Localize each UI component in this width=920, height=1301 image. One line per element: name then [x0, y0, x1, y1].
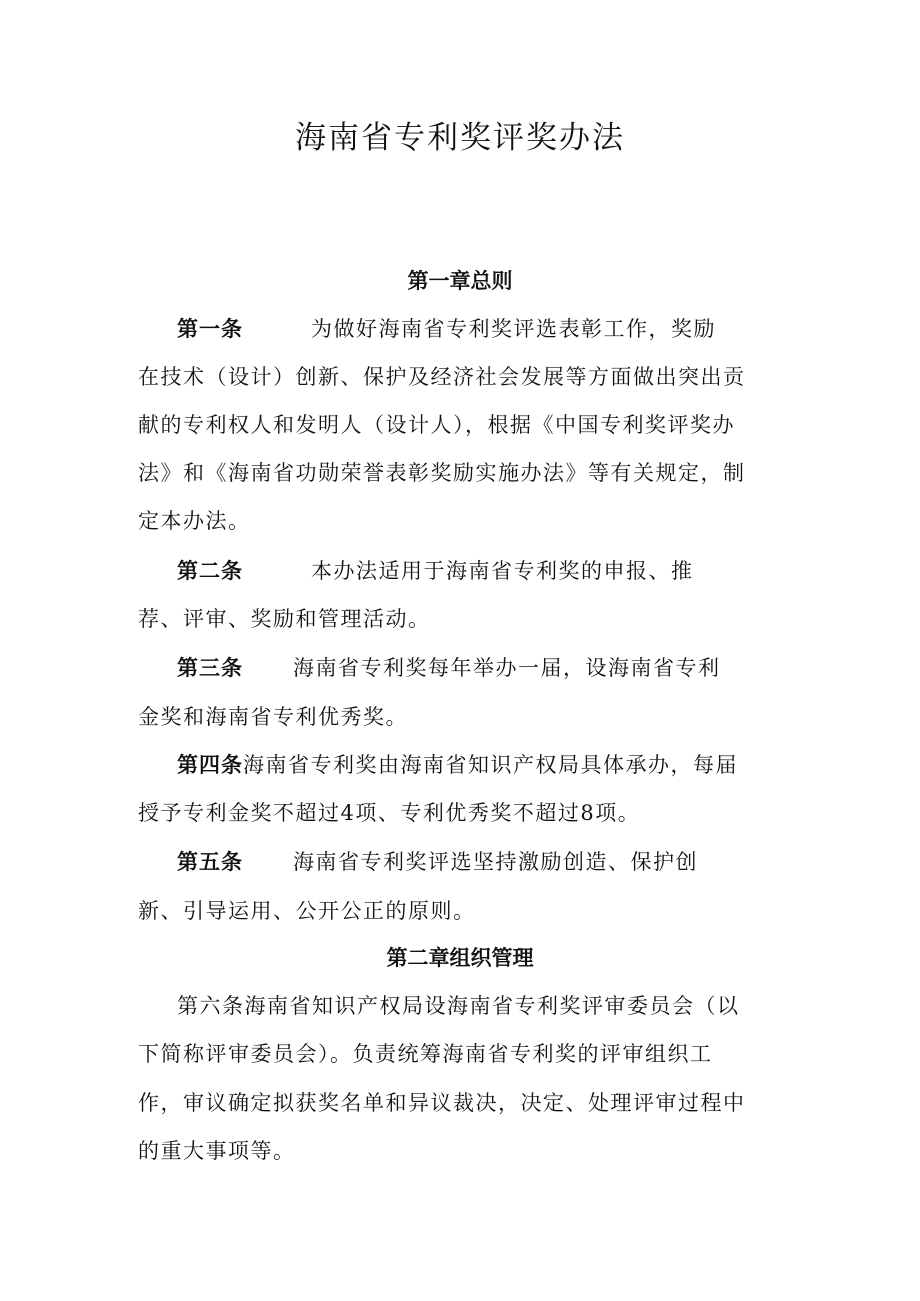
article-1-label: 第一条	[177, 316, 243, 341]
chapter-2-heading: 第二章组织管理	[386, 945, 534, 970]
article-1-line-2: 在技术（设计）创新、保护及经济社会发展等方面做出突出贡	[138, 365, 746, 389]
article-3-line-1	[177, 653, 721, 683]
article-2-label: 第二条	[177, 558, 243, 583]
article-6-line-1: 第六条海南省知识产权局设海南省专利奖评审委员会（以	[177, 994, 740, 1018]
article-5-text-1: 海南省专利奖评选坚持激励创造、保护创	[293, 850, 698, 874]
article-4-text-1: 海南省专利奖由海南省知识产权局具体承办，每届	[243, 753, 738, 777]
article-6-line-4: 的重大事项等。	[138, 1139, 296, 1163]
article-6-line-3: 作，审议确定拟获奖名单和异议裁决，决定、处理评审过程中	[138, 1091, 746, 1115]
article-2-text-1: 本办法适用于海南省专利奖的申报、推	[311, 559, 694, 583]
article-4-label: 第四条	[177, 752, 243, 777]
article-2-line-1	[177, 556, 694, 586]
article-4-line-2: 授予专利金奖不超过4项、专利优秀奖不超过8项。	[138, 801, 641, 825]
article-1-line-3: 献的专利权人和发明人（设计人），根据《中国专利奖评奖办	[138, 413, 735, 437]
article-5-line-1	[177, 847, 698, 877]
article-1-line-4: 法》和《海南省功勋荣誉表彰奖励实施办法》等有关规定，制	[138, 461, 746, 485]
article-3-label: 第三条	[177, 655, 243, 680]
article-5-label: 第五条	[177, 849, 243, 874]
article-5-line-2: 新、引导运用、公开公正的原则。	[138, 899, 476, 923]
article-1-line-5: 定本办法。	[138, 509, 251, 533]
article-3-line-2: 金奖和海南省专利优秀奖。	[138, 705, 408, 729]
article-2-line-2: 荐、评审、奖励和管理活动。	[138, 607, 431, 631]
article-1-line-1	[177, 314, 716, 344]
article-1-text-1: 为做好海南省专利奖评选表彰工作，奖励	[311, 317, 716, 341]
document-title: 海南省专利奖评奖办法	[295, 120, 625, 156]
article-3-text-1: 海南省专利奖每年举办一届，设海南省专利	[293, 656, 721, 680]
article-6-line-2: 下简称评审委员会）。负责统筹海南省专利奖的评审组织工	[138, 1042, 713, 1066]
chapter-1-heading: 第一章总则	[407, 268, 513, 293]
article-4-line-1	[177, 750, 738, 780]
